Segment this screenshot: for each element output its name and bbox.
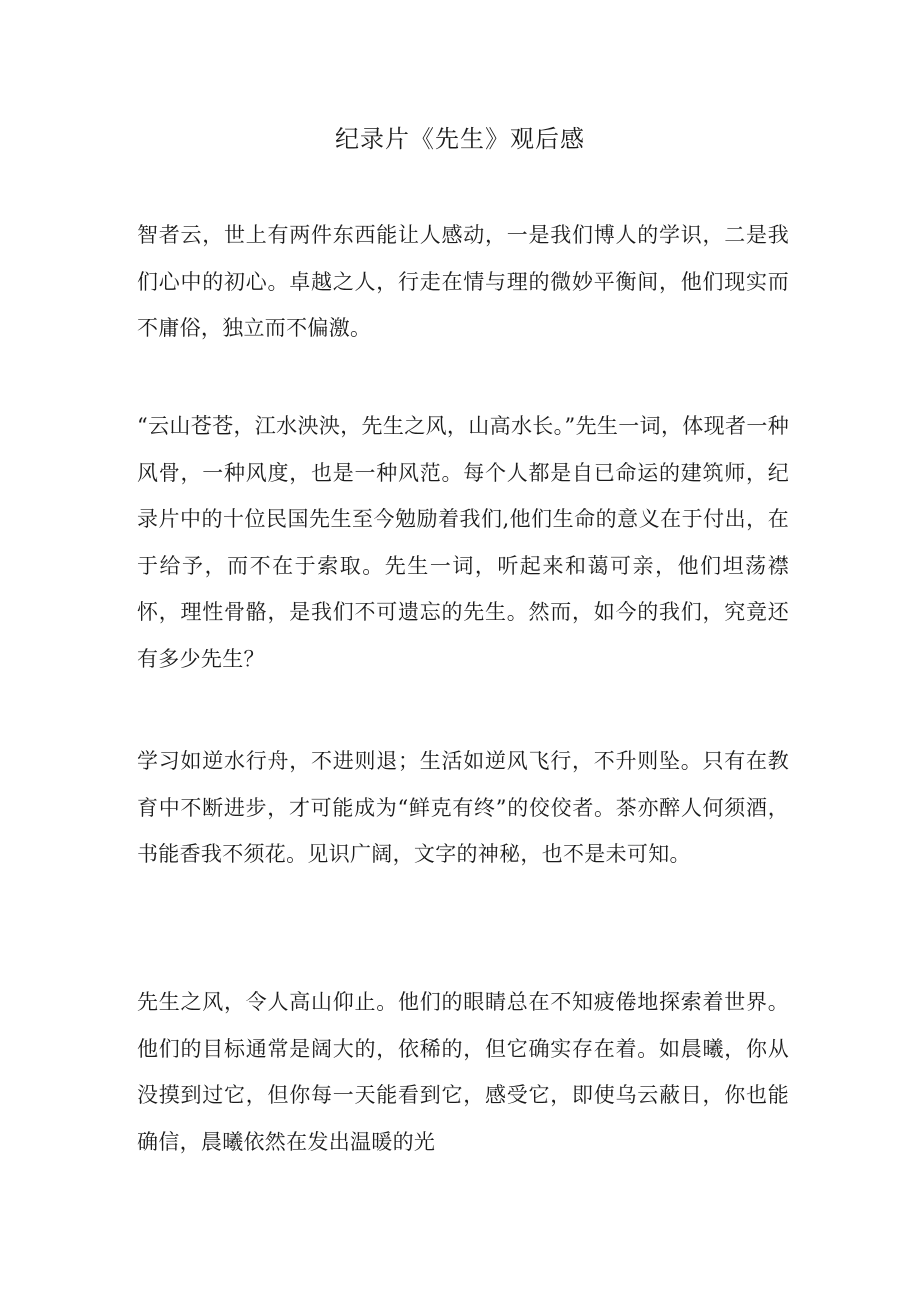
paragraph-2: “云山苍苍，江水泱泱，先生之风，山高水长。”先生一词，体现者一种风骨，一种风度，也是一种风范。每个人都是自已命运的建筑师，纪录片中的十位民国先生至今勉励着我们,他们生命的意义在于付出，在于给予，而不在于索取。先生一词，听起来和蔼可亲，他们坦荡襟怀，理性骨骼，是我们不可遗忘的先生。然而，如今的我们，究竟还有多少先生？ bbox=[137, 414, 789, 671]
document-title: 纪录片《先生》观后感 bbox=[335, 125, 585, 153]
paragraph-3: 学习如逆水行舟，不进则退；生活如逆风飞行，不升则坠。只有在教育中不断进步，才可能成为“鲜克有终”的佼佼者。茶亦醉人何须酒，书能香我不须花。见识广阔，文字的神秘，也不是未可知。 bbox=[137, 749, 789, 866]
paragraph-4: 先生之风，令人高山仰止。他们的眼睛总在不知疲倦地探索着世界。他们的目标通常是阔大的，依稀的，但它确实存在着。如晨曦，你从没摸到过它，但你每一天能看到它，感受它，即使乌云蔽日，你也能确信，晨曦依然在发出温暖的光 bbox=[137, 990, 789, 1154]
paragraph-1: 智者云，世上有两件东西能让人感动，一是我们博人的学识，二是我们心中的初心。卓越之人，行走在情与理的微妙平衡间，他们现实而不庸俗，独立而不偏激。 bbox=[137, 223, 789, 340]
